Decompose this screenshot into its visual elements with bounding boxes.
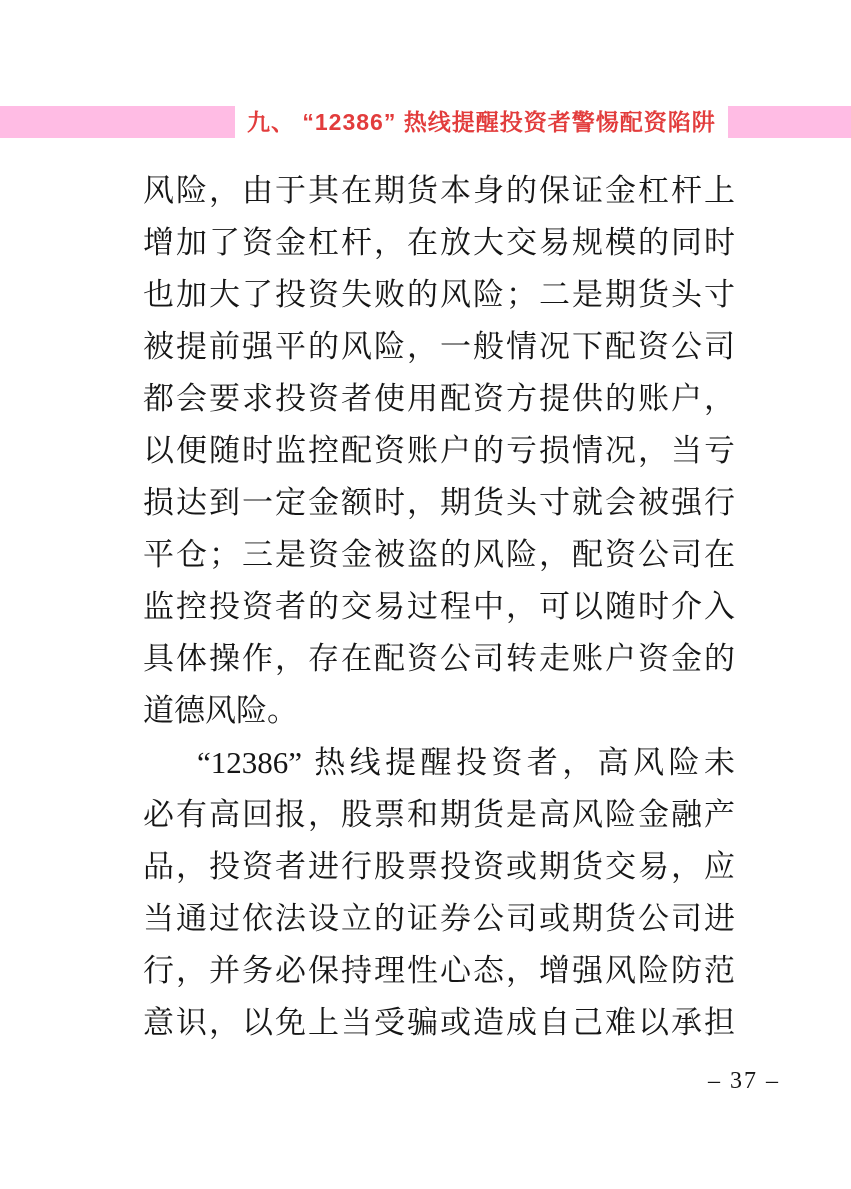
text-line: 意识，以免上当受骗或造成自己难以承担 [143,1005,735,1040]
page-title: 九、 “12386” 热线提醒投资者警惕配资陷阱 [247,109,716,135]
text-line: 道德风险。 [143,693,298,728]
text-line: 品，投资者进行股票投资或期货交易，应 [143,849,735,884]
text-line: 以便随时监控配资账户的亏损情况，当亏 [143,433,735,468]
text-line: 损达到一定金额时，期货头寸就会被强行 [143,485,735,520]
header-band-left [0,106,235,138]
text-line: 平仓；三是资金被盗的风险，配资公司在 [143,537,735,572]
text-line: “12386” 热线提醒投资者，高风险未 [197,745,735,780]
text-line: 监控投资者的交易过程中，可以随时介入 [143,589,735,624]
chapter-header [0,106,851,138]
text-line: 也加大了投资失败的风险；二是期货头寸 [143,277,735,312]
text-line: 增加了资金杠杆，在放大交易规模的同时 [143,225,735,260]
text-line: 都会要求投资者使用配资方提供的账户， [143,381,735,416]
text-line: 被提前强平的风险，一般情况下配资公司 [143,329,735,364]
text-line: 当通过依法设立的证券公司或期货公司进 [143,901,735,936]
text-line: 具体操作，存在配资公司转走账户资金的 [143,641,735,676]
header-band-right [728,106,851,138]
text-line: 行，并务必保持理性心态，增强风险防范 [143,953,735,988]
text-line: 必有高回报，股票和期货是高风险金融产 [143,797,735,832]
body-text [143,165,735,1049]
page-number: – 37 – [708,1068,780,1094]
text-line: 风险，由于其在期货本身的保证金杠杆上 [143,173,735,208]
